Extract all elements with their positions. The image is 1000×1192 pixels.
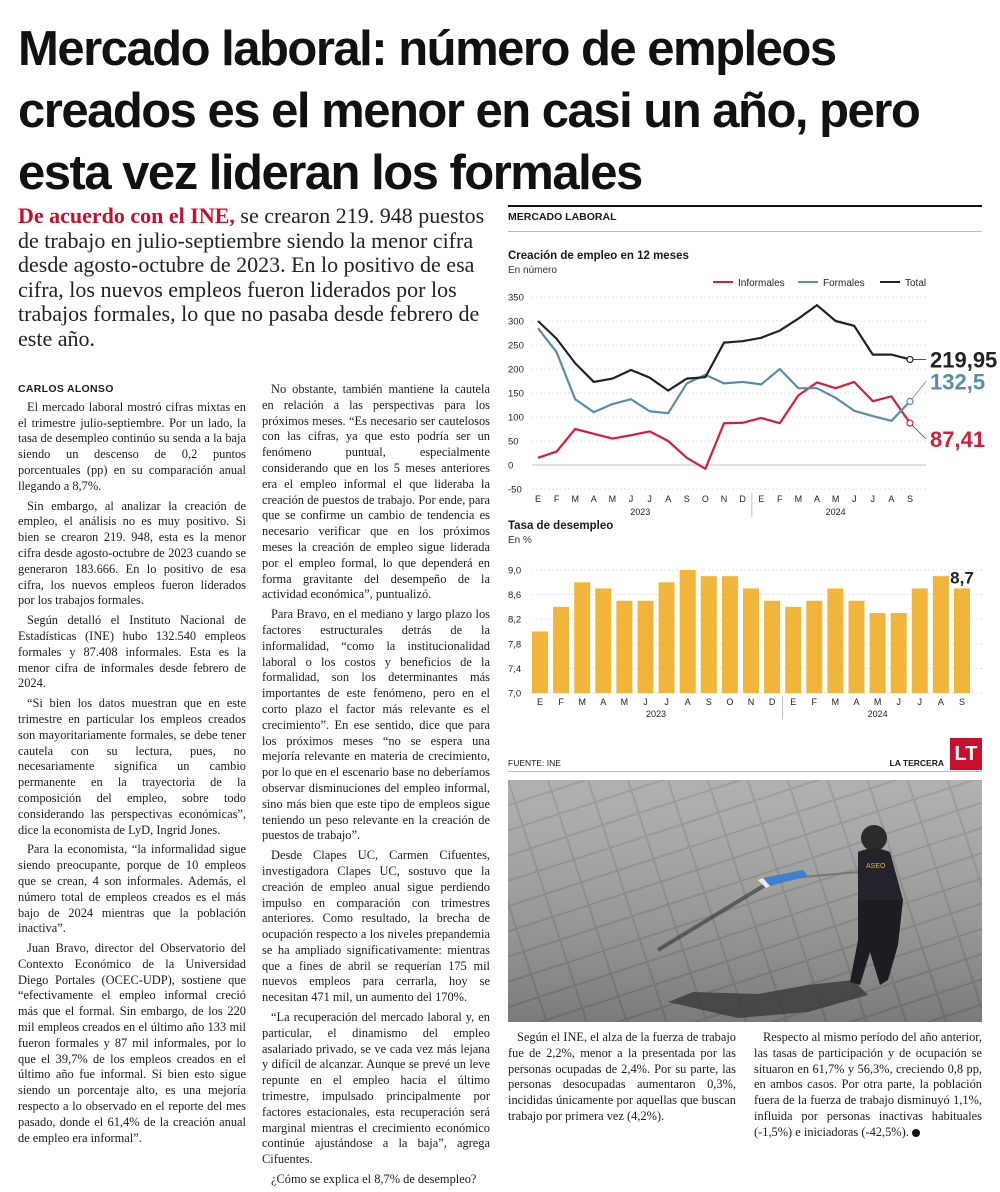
x-tick-label: J <box>917 697 923 707</box>
x-tick-label: J <box>896 697 901 707</box>
x-tick-label: E <box>534 494 542 504</box>
x-tick-label: M <box>873 697 882 707</box>
x-tick-label: A <box>600 697 607 707</box>
brand-logo: LT <box>950 738 982 770</box>
body-paragraph: Juan Bravo, director del Observatorio del Contexto Económico de la Universidad Diego Portales (OCEC-UDP), sostiene que “efectivamente el empleo informal creció más que el formal. Sin embargo, de los 220 mil empleos creados en el último año 133 mil fueron formales y 87 mil informales, por lo que el 39,7% de los empleos creados en el último año fue informal. Si bien esto sigue siendo un porcentaje alto, es una mejoría respecto a lo observado en el reporte del mes pasado, donde el 61,4% de la creación anual de empleo era informal”. <box>18 941 246 1145</box>
bar <box>849 601 865 693</box>
body-paragraph-text: Respecto al mismo período del año anterior, las tasas de participación y de ocupación se situaron en 61,7% y 56,3%, creciendo 0,8 pp, en ambos casos. Por otra parte, la población fuera de la fuerza de trabajo disminuyó 1,1%, influida por personas inactivas habituales (-1,5%) e iniciadoras (-42,5%). <box>754 1030 982 1139</box>
bar <box>553 607 569 693</box>
legend-label: Informales <box>738 278 785 289</box>
x-tick-label: J <box>664 697 669 707</box>
x-tick-label: M <box>608 494 617 504</box>
y-tick-label: 7,0 <box>508 688 522 700</box>
legend-label: Total <box>905 278 927 289</box>
x-tick-label: F <box>553 494 560 504</box>
end-value-label: 87,41 <box>930 427 986 453</box>
x-tick-label: A <box>937 697 944 707</box>
x-tick-label: A <box>590 494 597 504</box>
x-tick-label: A <box>813 494 821 504</box>
infographic <box>508 205 998 772</box>
body-paragraph: Para Bravo, en el mediano y largo plazo los factores estructurales detrás de la informalidad, “como la institucionalidad laboral o los costos y beneficios de la formalidad, son los determinantes más importantes de este fenómeno, pero en el corto plazo el factor más relevante es el crecimiento”. En ese sentido, dice que para los próximos meses “no se espera una mejoría relevante en materia de crecimiento, por lo que en el escenario base no deberíamos observar disminuciones del empleo informal, sino más bien que este tipo de empleos sigue teniendo un peso relevante en la creación de puestos de trabajo”. <box>262 607 490 843</box>
bar <box>827 588 843 693</box>
bar <box>638 601 654 693</box>
body-paragraph: Desde Clapes UC, Carmen Cifuentes, investigadora Clapes UC, sostuvo que la creación de empleo anual sigue perdiendo impulso en comparación con trimestres anteriores. Como resultado, la brecha de ocupación respecto a los niveles prepandemia se ha ampliado significativamente: mientras que a fines de abril se requerían 175 mil nuevos empleos para cerrarla, hoy se necesitan 471 mil, un aumento del 170%. <box>262 848 490 1005</box>
end-point <box>907 356 913 362</box>
end-point <box>907 398 913 404</box>
body-column-1 <box>18 382 246 1150</box>
bar-chart-unit: En % <box>508 535 532 546</box>
y-tick-label: 8,2 <box>508 614 522 626</box>
x-tick-label: E <box>758 494 765 504</box>
x-tick-label: J <box>647 494 652 504</box>
x-tick-label: N <box>720 494 728 504</box>
y-tick-label: 150 <box>508 388 524 400</box>
bar-chart <box>508 550 982 735</box>
brand-name: LA TERCERA <box>889 758 944 768</box>
x-tick-label: M <box>571 494 579 504</box>
section-label: MERCADO LABORAL <box>508 211 617 223</box>
bar-value-label: 8,7 <box>950 568 974 588</box>
end-leader <box>910 381 926 401</box>
bar <box>785 607 801 693</box>
body-paragraph: No obstante, también mantiene la cautela en relación a las perspectivas para los próximos meses. “Es necesario ser cautelosos con las cifras, ya que esto podría ser un fenómeno puntual, especialmente considerando que en los 5 meses anteriores era el empleo informal el que lideraba la creación de puestos de trabajo. Por ende, para que se confirme un cambio de tendencia es necesario verificar que en los próximos meses la creación de empleo sigue liderada por el empleo formal, lo que dependerá en forma gravitante del desempeño de la actividad económica”, puntualizó. <box>262 382 490 602</box>
body-paragraph: El mercado laboral mostró cifras mixtas en el trimestre julio-septiembre. Por un lado, la tasa de desempleo continúo su senda a la baja siendo un descenso de 0,2 puntos porcentuales (pp) en su comparación anual llegando a 8,7%. <box>18 399 246 493</box>
y-tick-label: 0 <box>508 460 514 472</box>
x-tick-label: J <box>643 697 648 707</box>
bar <box>891 613 907 693</box>
x-tick-label: M <box>831 494 840 504</box>
x-tick-label: A <box>684 697 691 707</box>
headline: Mercado laboral: número de empleos creados es el menor en casi un año, pero esta vez lideran los formales <box>18 22 920 200</box>
bar <box>532 632 548 694</box>
y-tick-label: 100 <box>508 412 524 424</box>
svg-text:ASEO: ASEO <box>866 863 886 870</box>
year-label: 2023 <box>630 507 651 517</box>
x-tick-label: O <box>701 494 709 504</box>
x-tick-label: F <box>811 697 818 707</box>
x-tick-label: D <box>768 697 776 707</box>
article-body <box>18 382 492 1187</box>
y-tick-label: 350 <box>508 292 524 304</box>
bottom-column-2 <box>754 1030 982 1145</box>
x-tick-label: E <box>790 697 797 707</box>
y-tick-label: 300 <box>508 316 524 328</box>
x-tick-label: J <box>851 494 857 504</box>
bar <box>659 582 675 693</box>
y-tick-label: 7,4 <box>508 663 522 675</box>
x-tick-label: J <box>628 494 634 504</box>
year-label: 2023 <box>646 709 667 719</box>
legend-label: Formales <box>823 278 865 289</box>
body-paragraph: “La recuperación del mercado laboral y, en particular, el dinamismo del empleo asalariado privado, se ve cada vez más lejana y difícil de alcanzar. Aunque se prevé un leve repunte en el empleo hacia el último trimestre, impulsado principalmente por factores estacionales, esta recuperación será marginal mientras el crecimiento económico continúe ajustándose a la baja”, agrega Cifuentes. <box>262 1010 490 1167</box>
lead-text: se crearon 219. 948 puestos de trabajo en julio-septiembre siendo la menor cifra desde agosto-octubre de 2023. En lo positivo de esa cifra, los nuevos empleos fueron liderados por los trabajos formales, lo que no pasaba desde febrero de este año. <box>18 203 485 351</box>
y-tick-label: 7,8 <box>508 639 522 651</box>
y-tick-label: 9,0 <box>508 565 522 577</box>
end-point <box>907 420 913 426</box>
x-tick-label: M <box>794 494 803 504</box>
bar <box>806 601 822 693</box>
x-tick-label: A <box>665 494 672 504</box>
y-tick-label: 250 <box>508 340 524 352</box>
line-chart <box>508 260 998 560</box>
line-chart-unit: En número <box>508 265 557 276</box>
year-label: 2024 <box>825 507 846 517</box>
source-label: FUENTE: INE <box>508 758 561 768</box>
bar <box>680 570 696 693</box>
byline: CARLOS ALONSO <box>18 383 114 395</box>
lead-paragraph <box>18 204 488 351</box>
body-paragraph: “Si bien los datos muestran que en este trimestre en particular los empleos creados son mayoritariamente formales, se debe tener cautela con su lectura, pues, no necesariamente significa un cambio permanente en la trayectoria de la composición del empleo, sobre todo considerando las perspectivas económicas”, dice la economista de LyD, Ingrid Jones. <box>18 696 246 837</box>
divider <box>508 231 982 232</box>
infographic-footer <box>508 738 982 772</box>
x-tick-label: S <box>683 494 690 504</box>
x-tick-label: M <box>578 697 586 707</box>
body-paragraph: Según detalló el Instituto Nacional de Estadísticas (INE) hubo 132.540 empleos formales y 87.408 informales. Esta es la menor cifra de informales desde febrero de 2024. <box>18 613 246 691</box>
y-tick-label: 50 <box>508 436 519 448</box>
y-tick-label: 8,6 <box>508 590 522 602</box>
x-tick-label: S <box>705 697 712 707</box>
bar <box>912 588 928 693</box>
photo-street-worker <box>508 780 982 1022</box>
x-tick-label: A <box>853 697 860 707</box>
bar-chart-title: Tasa de desempleo <box>508 520 614 532</box>
bar <box>954 588 970 693</box>
subheading: ¿Cómo se explica el 8,7% de desempleo? <box>271 1172 477 1187</box>
x-tick-label: E <box>536 697 544 707</box>
end-value-label: 219,95 <box>930 347 998 373</box>
x-tick-label: F <box>558 697 564 707</box>
x-tick-label: F <box>777 494 783 504</box>
body-paragraph: Para la economista, “la informalidad sigue siendo preocupante, porque de 10 empleos que se crean, 4 son informales. Además, el número total de empleos creados es el más bajo de 2024 mientras que la población inactiva”. <box>18 842 246 936</box>
x-tick-label: J <box>870 494 876 504</box>
x-tick-label: D <box>739 494 746 504</box>
divider <box>508 205 982 207</box>
bar <box>616 601 632 693</box>
bar <box>764 601 780 693</box>
bar <box>870 613 886 693</box>
bar <box>933 576 949 693</box>
article-photo <box>508 780 982 1022</box>
bar <box>701 576 717 693</box>
bar <box>574 582 590 693</box>
lead-highlight: De acuerdo con el INE, <box>18 203 235 228</box>
x-tick-label: N <box>747 697 755 707</box>
series-line-total <box>538 305 910 390</box>
body-paragraph <box>754 1030 982 1141</box>
bar <box>722 576 738 693</box>
x-tick-label: S <box>958 697 966 707</box>
x-tick-label: M <box>620 697 629 707</box>
x-tick-label: A <box>888 494 895 504</box>
x-tick-label: M <box>831 697 840 707</box>
line-chart-title: Creación de empleo en 12 meses <box>508 250 689 262</box>
y-tick-label: 200 <box>508 364 524 376</box>
bottom-column-1 <box>508 1030 736 1129</box>
year-label: 2024 <box>867 709 888 719</box>
x-tick-label: S <box>906 494 914 504</box>
bar <box>743 588 759 693</box>
body-paragraph: Sin embargo, al analizar la creación de empleo, el análisis no es muy positivo. Si bien se crearon 219. 948, esta es la menor cifra desde agosto-octubre de 2023 cuando se generaron 183.666. En lo positivo de esa cifra, los nuevos empleos fueron liderados por los trabajos formales. <box>18 498 246 608</box>
bar <box>595 588 611 693</box>
y-tick-label: -50 <box>508 484 522 496</box>
end-mark-icon <box>912 1129 920 1137</box>
series-line-informales <box>538 382 910 469</box>
body-paragraph: Según el INE, el alza de la fuerza de trabajo fue de 2,2%, menor a la presentada por las personas ocupadas de 2,4%. Por su parte, las personas desocupadas aumentaron 0,3%, incididas únicamente por aquellas que buscan trabajo por primera vez (4,2%). <box>508 1030 736 1123</box>
end-value-label: 132,5 <box>930 369 986 395</box>
body-column-2 <box>262 382 490 1192</box>
x-tick-label: O <box>726 697 734 707</box>
article-continuation <box>508 1030 982 1160</box>
